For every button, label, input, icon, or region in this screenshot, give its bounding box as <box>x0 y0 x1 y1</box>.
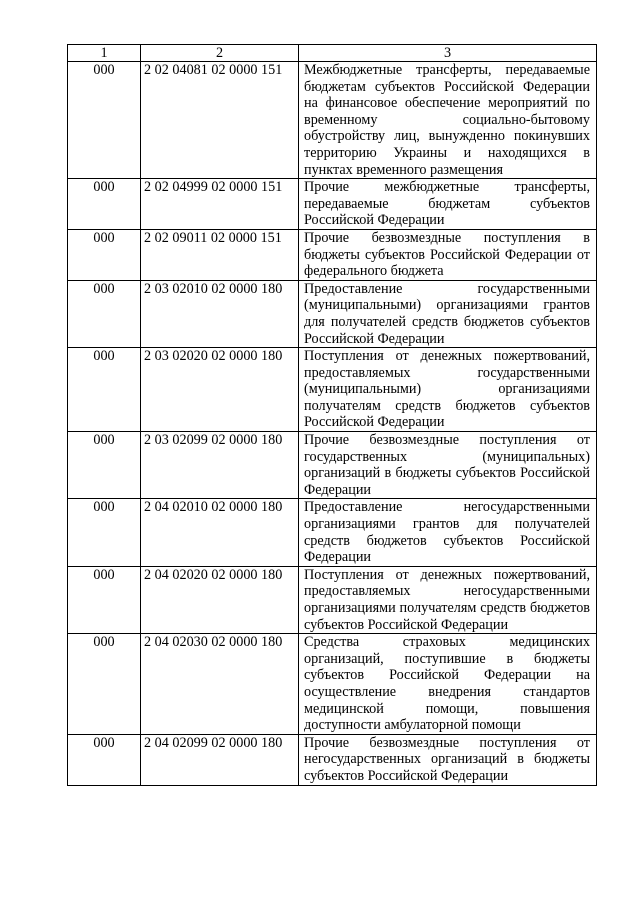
admin-code-cell: 000 <box>68 634 141 735</box>
table-row <box>68 229 597 280</box>
admin-code-cell: 000 <box>68 734 141 785</box>
description-cell: Межбюджетные трансферты, передаваемые бюджетам субъектов Российской Федерации на финансовое обеспечение мероприятий по временному социально-бытовому обустройству лиц, вынужденно покинувших территорию Украины и находящихся в пунктах временного размещения <box>299 62 597 179</box>
admin-code-cell: 000 <box>68 62 141 179</box>
budget-code-cell: 2 03 02099 02 0000 180 <box>141 432 299 499</box>
table-row <box>68 734 597 785</box>
description-cell: Прочие безвозмездные поступления в бюджеты субъектов Российской Федерации от федерального бюджета <box>299 229 597 280</box>
admin-code-cell: 000 <box>68 229 141 280</box>
table-row <box>68 432 597 499</box>
admin-code-cell: 000 <box>68 280 141 347</box>
header-col-3: 3 <box>299 45 597 62</box>
description-cell: Поступления от денежных пожертвований, предоставляемых негосударственными организациями получателям средств бюджетов субъектов Российской Федерации <box>299 566 597 633</box>
budget-code-cell: 2 02 04081 02 0000 151 <box>141 62 299 179</box>
header-row <box>68 45 597 62</box>
table-row <box>68 499 597 566</box>
budget-code-cell: 2 04 02010 02 0000 180 <box>141 499 299 566</box>
admin-code-cell: 000 <box>68 499 141 566</box>
budget-code-cell: 2 04 02030 02 0000 180 <box>141 634 299 735</box>
description-cell: Предоставление государственными (муниципальными) организациями грантов для получателей средств бюджетов субъектов Российской Федерации <box>299 280 597 347</box>
admin-code-cell: 000 <box>68 179 141 230</box>
description-cell: Предоставление негосударственными организациями грантов для получателей средств бюджетов субъектов Российской Федерации <box>299 499 597 566</box>
budget-code-cell: 2 04 02020 02 0000 180 <box>141 566 299 633</box>
table-row <box>68 179 597 230</box>
admin-code-cell: 000 <box>68 566 141 633</box>
budget-code-cell: 2 04 02099 02 0000 180 <box>141 734 299 785</box>
admin-code-cell: 000 <box>68 348 141 432</box>
header-col-1: 1 <box>68 45 141 62</box>
table-row <box>68 62 597 179</box>
budget-code-cell: 2 02 09011 02 0000 151 <box>141 229 299 280</box>
header-col-2: 2 <box>141 45 299 62</box>
description-cell: Прочие безвозмездные поступления от негосударственных организаций в бюджеты субъектов Российской Федерации <box>299 734 597 785</box>
table-row <box>68 566 597 633</box>
budget-codes-table <box>67 44 597 786</box>
table-row <box>68 280 597 347</box>
budget-code-cell: 2 03 02010 02 0000 180 <box>141 280 299 347</box>
description-cell: Поступления от денежных пожертвований, предоставляемых государственными (муниципальными) организациями получателям средств бюджетов субъектов Российской Федерации <box>299 348 597 432</box>
budget-code-cell: 2 02 04999 02 0000 151 <box>141 179 299 230</box>
description-cell: Средства страховых медицинских организаций, поступившие в бюджеты субъектов Российской Федерации на осуществление внедрения стандартов медицинской помощи, повышения доступности амбулаторной помощи <box>299 634 597 735</box>
description-cell: Прочие межбюджетные трансферты, передаваемые бюджетам субъектов Российской Федерации <box>299 179 597 230</box>
table-row <box>68 634 597 735</box>
admin-code-cell: 000 <box>68 432 141 499</box>
description-cell: Прочие безвозмездные поступления от государственных (муниципальных) организаций в бюджеты субъектов Российской Федерации <box>299 432 597 499</box>
budget-code-cell: 2 03 02020 02 0000 180 <box>141 348 299 432</box>
table-row <box>68 348 597 432</box>
